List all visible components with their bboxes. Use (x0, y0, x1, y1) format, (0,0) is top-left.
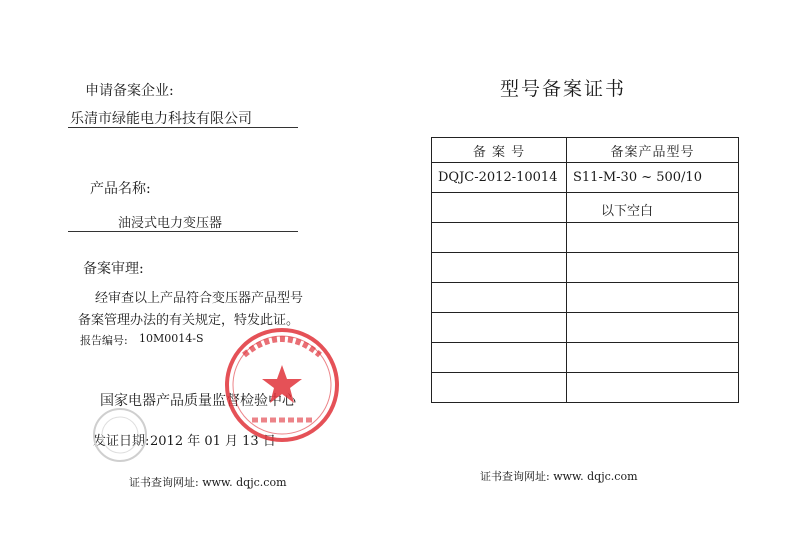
issuer-name: 国家电器产品质量监督检验中心 (100, 393, 296, 409)
cell-empty (567, 223, 739, 253)
table-row (432, 283, 739, 313)
review-line-2: 备案管理办法的有关规定，特发此证。 (78, 313, 300, 328)
product-label: 产品名称: (90, 181, 151, 197)
product-underline (68, 231, 298, 232)
table-row (432, 373, 739, 403)
table-row (432, 253, 739, 283)
header-registration-no: 备 案 号 (432, 138, 567, 163)
applicant-underline (68, 127, 298, 128)
table-header-row (432, 138, 739, 163)
issue-date-value: 2012 年 01 月 13 日 (150, 434, 276, 449)
review-line-1: 经审查以上产品符合变压器产品型号 (95, 291, 304, 306)
product-value: 油浸式电力变压器 (118, 216, 223, 231)
cell-empty (567, 343, 739, 373)
cell-empty (432, 223, 567, 253)
report-label: 报告编号: (80, 334, 128, 347)
table-row (432, 343, 739, 373)
cell-product-model: S11-M-30 ~ 500/10 (567, 163, 739, 193)
cell-empty (432, 283, 567, 313)
cell-registration-no: DQJC-2012-10014 (432, 163, 567, 193)
registration-table (431, 137, 739, 403)
faint-stamp-icon (90, 405, 150, 465)
blank-below-note: 以下空白 (601, 204, 654, 219)
cell-empty (567, 373, 739, 403)
applicant-label: 申请备案企业: (85, 83, 174, 99)
right-website: 证书查询网址: www. dqjc.com (480, 470, 638, 483)
cell-empty (567, 253, 739, 283)
official-seal-icon (222, 325, 342, 445)
cell-empty (567, 313, 739, 343)
table-row (432, 163, 739, 193)
report-value: 10M0014-S (139, 332, 204, 345)
table-row (432, 313, 739, 343)
table-row (432, 193, 739, 223)
cell-blank-note (567, 193, 739, 223)
header-product-model: 备案产品型号 (567, 138, 739, 163)
review-label: 备案审理: (83, 261, 144, 277)
cell-empty (432, 313, 567, 343)
issue-date-label: 发证日期: (93, 434, 150, 449)
cell-empty (432, 343, 567, 373)
cell-empty (432, 193, 567, 223)
left-website: 证书查询网址: www. dqjc.com (129, 476, 287, 489)
table-row (432, 223, 739, 253)
certificate-title: 型号备案证书 (499, 78, 626, 100)
applicant-value: 乐清市绿能电力科技有限公司 (70, 111, 252, 127)
cell-empty (432, 253, 567, 283)
cell-empty (567, 283, 739, 313)
cell-empty (432, 373, 567, 403)
